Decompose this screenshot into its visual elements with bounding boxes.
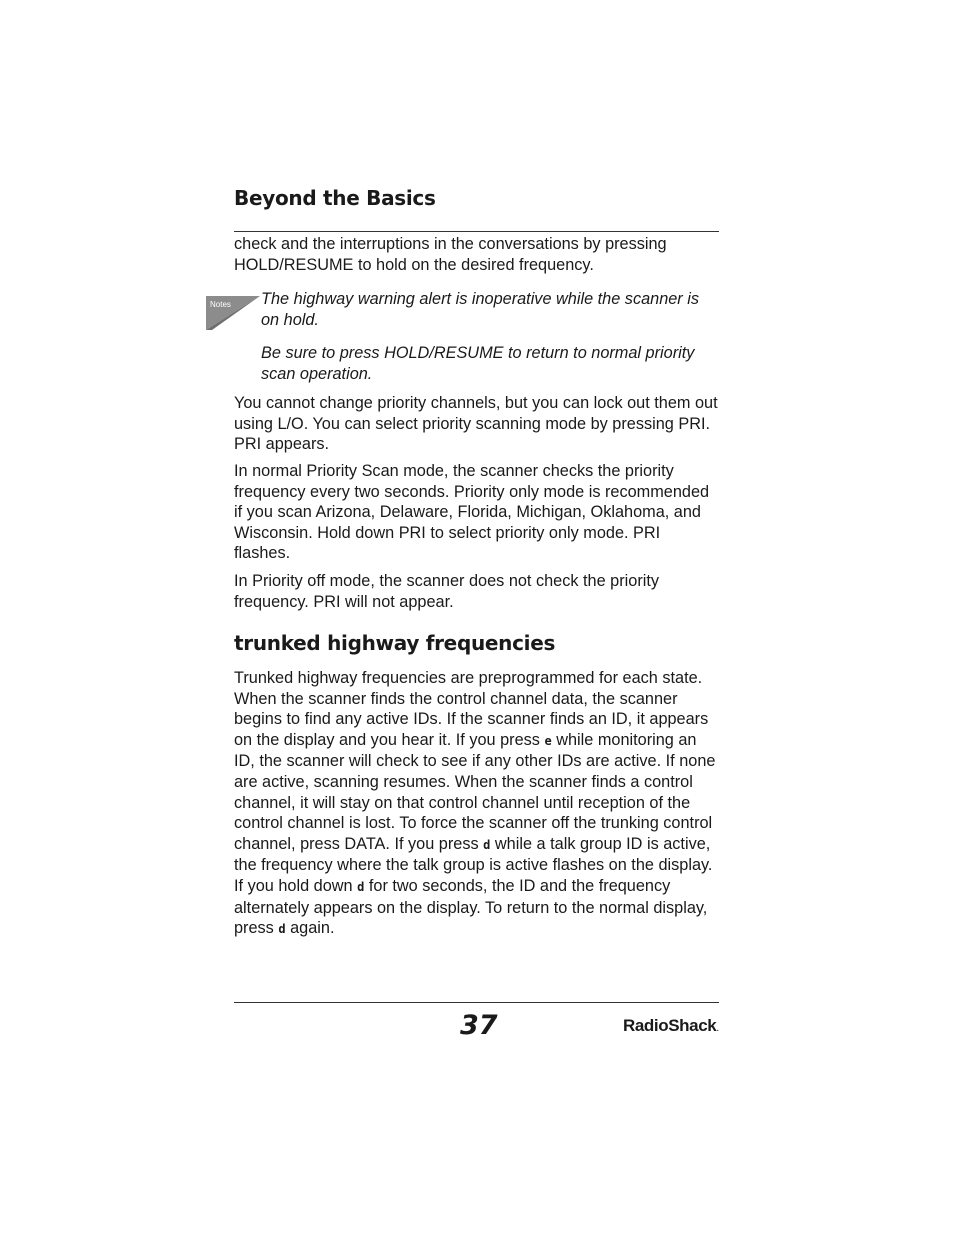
subheading-trunked-highway: trunked highway frequencies: [234, 631, 556, 655]
text-segment: Trunked highway frequencies are preprogrammed for each state. When the scanner finds the control channel data, the scanner begins to find any active IDs. If the scanner finds an ID, it appears on the display and you hear it. If you press: [234, 669, 709, 749]
paragraph-priority-scan-mode: In normal Priority Scan mode, the scanner checks the priority frequency every two seconds. Priority only mode is recommended if you scan Arizona, Delaware, Florida, Michigan, Oklahoma, and Wisconsin. Hold down PRI to select priority only mode. PRI flashes.: [234, 462, 710, 563]
section-title: Beyond the Basics: [234, 186, 436, 210]
key-d-icon: d: [357, 879, 365, 894]
paragraph-hold-resume: check and the interruptions in the conversations by pressing HOLD/RESUME to hold on the desired frequency.: [234, 235, 667, 274]
paragraph-priority-channels: You cannot change priority channels, but you can lock out them out using L/O. You can select priority scanning mode by pressing PRI. PRI appears.: [234, 394, 718, 454]
paragraph-priority-off-mode: In Priority off mode, the scanner does not check the priority frequency. PRI will not appear.: [234, 572, 660, 611]
note-hold-resume: Be sure to press HOLD/RESUME to return to normal priority scan operation.: [261, 344, 695, 383]
key-d-icon: d: [483, 837, 491, 852]
text-segment: again.: [285, 919, 335, 938]
header-rule: [234, 231, 719, 232]
brand-logo: [623, 1016, 719, 1036]
paragraph-trunked-highway: [234, 668, 720, 940]
key-d-icon: d: [278, 922, 286, 937]
note-warning-alert: The highway warning alert is inoperative while the scanner is on hold.: [261, 290, 700, 329]
text-segment: while a talk group ID is active, the frequency where the talk group is active flashes on the display. If you hold down: [234, 834, 713, 895]
text-segment: for two seconds, the ID and the frequency alternately appears on the display. To return to the normal display, press: [234, 876, 708, 938]
brand-name: RadioShack: [623, 1016, 717, 1035]
notes-icon-label: Notes: [210, 300, 231, 309]
footer-rule: [234, 1002, 719, 1003]
brand-dot: .: [716, 1023, 719, 1034]
notes-block: [261, 289, 711, 384]
key-e-icon: e: [544, 733, 552, 748]
text-segment: while monitoring an ID, the scanner will check to see if any other IDs are active. If none are active, scanning resumes. When the scanner finds a control channel, it will stay on that control channel until reception of the control channel is lost. To force the scanner off the trunking control channel, press DATA. If you press: [234, 730, 716, 853]
page-number: 37: [460, 1010, 498, 1041]
